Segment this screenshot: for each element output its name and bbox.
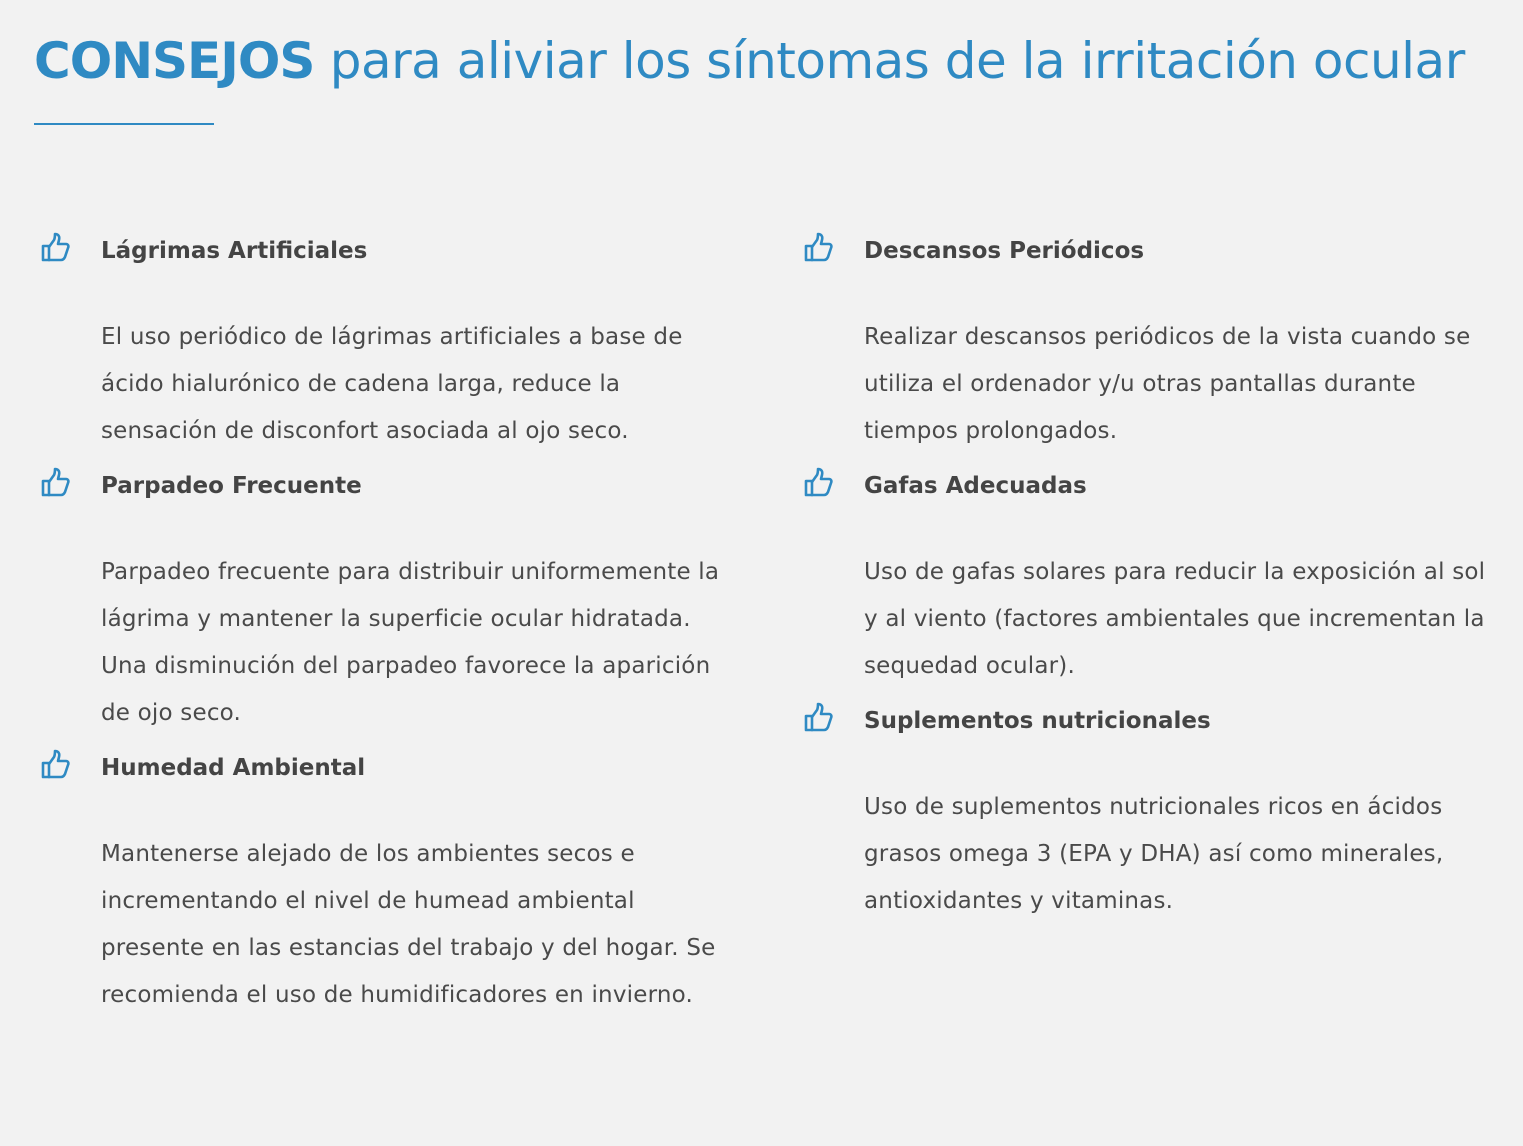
tip-parpadeo-frecuente bbox=[40, 463, 740, 737]
thumbs-up-icon bbox=[803, 467, 835, 499]
tips-column-right bbox=[803, 228, 1503, 933]
page-title-strong: CONSEJOS bbox=[34, 32, 315, 90]
tip-suplementos-nutricionales bbox=[803, 698, 1503, 925]
tip-title: Descansos Periódicos bbox=[864, 238, 1145, 264]
page-header bbox=[34, 22, 1504, 100]
tip-header bbox=[803, 698, 1503, 744]
thumbs-up-icon bbox=[40, 232, 72, 264]
tip-text: Mantenerse alejado de los ambientes secos e incrementando el nivel de humead ambiental presente en las estancias del trabajo y del hogar. Se recomienda el uso de humidificadores en invierno. bbox=[101, 841, 716, 1008]
title-underline bbox=[34, 123, 214, 125]
tip-title: Parpadeo Frecuente bbox=[101, 473, 362, 499]
thumbs-up-icon bbox=[40, 467, 72, 499]
tip-text: Realizar descansos periódicos de la vista cuando se utiliza el ordenador y/u otras pantallas durante tiempos prolongados. bbox=[864, 324, 1471, 444]
page-title bbox=[34, 22, 1504, 100]
tip-header bbox=[40, 463, 740, 509]
tip-lagrimas-artificiales bbox=[40, 228, 740, 455]
tip-text: Uso de gafas solares para reducir la exposición al sol y al viento (factores ambientales que incrementan la sequedad ocular). bbox=[864, 559, 1486, 679]
tip-header bbox=[40, 745, 740, 791]
tip-title: Humedad Ambiental bbox=[101, 755, 366, 781]
tip-gafas-adecuadas bbox=[803, 463, 1503, 690]
tip-descansos-periodicos bbox=[803, 228, 1503, 455]
tip-text: Uso de suplementos nutricionales ricos en ácidos grasos omega 3 (EPA y DHA) así como minerales, antioxidantes y vitaminas. bbox=[864, 794, 1444, 914]
tip-title: Lágrimas Artificiales bbox=[101, 238, 368, 264]
tip-text: El uso periódico de lágrimas artificiales a base de ácido hialurónico de cadena larga, reduce la sensación de disconfort asociada al ojo seco. bbox=[101, 324, 683, 444]
thumbs-up-icon bbox=[803, 702, 835, 734]
page-title-rest: para aliviar los síntomas de la irritación ocular bbox=[329, 32, 1465, 90]
tip-humedad-ambiental bbox=[40, 745, 740, 1019]
thumbs-up-icon bbox=[803, 232, 835, 264]
tip-header bbox=[40, 228, 740, 274]
tips-column-left bbox=[40, 228, 740, 1027]
tip-text: Parpadeo frecuente para distribuir uniformemente la lágrima y mantener la superficie ocular hidratada. Una disminución del parpadeo favorece la aparición de ojo seco. bbox=[101, 559, 720, 726]
tip-header bbox=[803, 228, 1503, 274]
tip-title: Suplementos nutricionales bbox=[864, 708, 1211, 734]
tip-header bbox=[803, 463, 1503, 509]
thumbs-up-icon bbox=[40, 749, 72, 781]
tip-title: Gafas Adecuadas bbox=[864, 473, 1087, 499]
